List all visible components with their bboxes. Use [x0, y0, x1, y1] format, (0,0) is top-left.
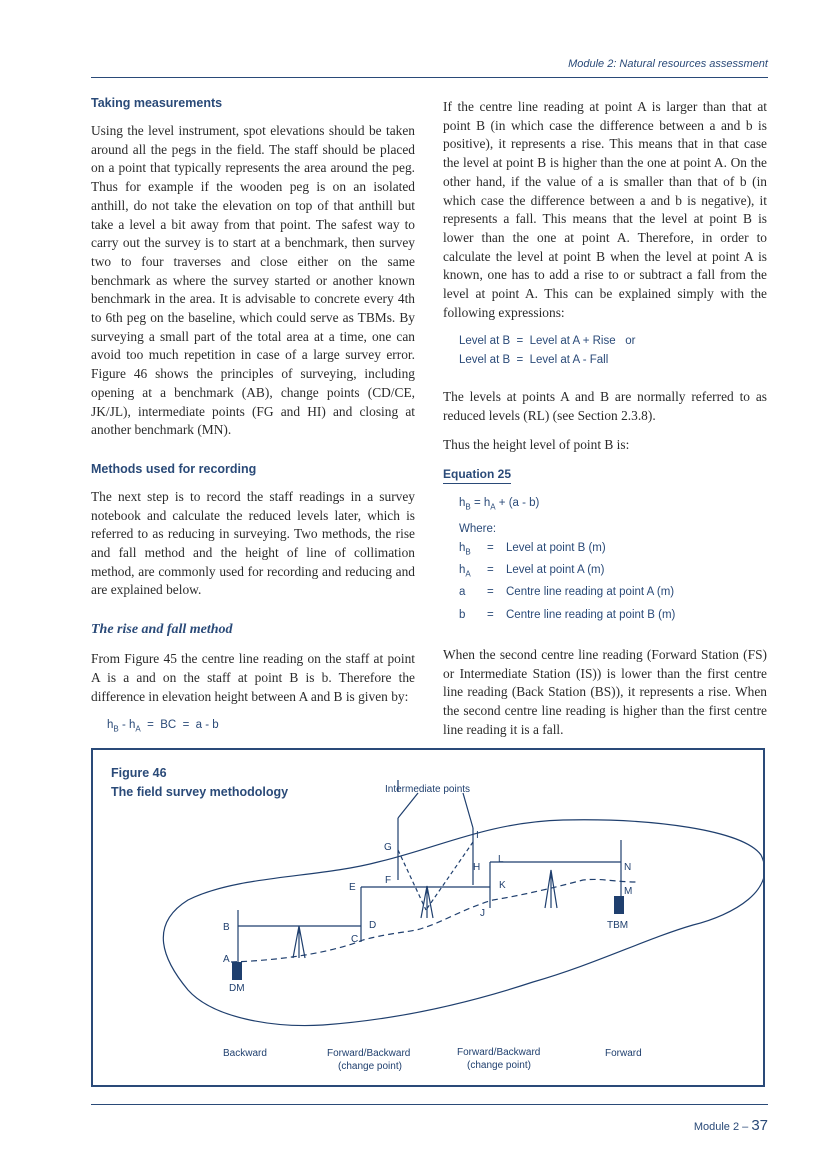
definition-description: Centre line reading at point B (m) — [506, 608, 676, 621]
forward-label: Forward — [605, 1048, 642, 1059]
label-g: G — [384, 842, 392, 853]
running-header: Module 2: Natural resources assessment — [568, 58, 768, 70]
label-j: J — [480, 908, 485, 919]
page-number: 37 — [751, 1117, 768, 1134]
fb2-line1: Forward/Backward — [457, 1047, 541, 1058]
right-column — [443, 98, 767, 750]
where-label: Where: — [459, 522, 497, 535]
definition-symbol: $h_B$ — [459, 541, 471, 557]
equation-title: Equation 25 — [443, 467, 511, 484]
bm-marker — [232, 962, 242, 980]
expression-fall: Level at B = Level at A - Fall — [459, 354, 609, 367]
fb1-line2: (change point) — [338, 1061, 402, 1072]
taking-measurements-heading: Taking measurements — [91, 96, 223, 110]
label-l: L — [498, 854, 504, 865]
definitions-list — [459, 539, 767, 628]
equation-25: $h_B = h_A + (a - b)$ — [459, 496, 540, 511]
methods-paragraph: The next step is to record the staff readings in a survey notebook and calculate the reduced levels later, which is referred to as reducing in surveying. Two methods, the rise and fall method and the height of line of collimation method, are commonly used for recording and reducing and are explained below. — [91, 488, 415, 598]
label-m: M — [624, 886, 633, 897]
header-rule — [91, 77, 768, 78]
figure-title: The field survey methodology — [111, 785, 289, 799]
expression-rise: Level at B = Level at A + Rise or — [459, 335, 636, 348]
equation-block — [443, 494, 767, 628]
dm-label: DM — [229, 983, 245, 994]
label-i: I — [476, 830, 479, 841]
footer-rule — [91, 1104, 768, 1105]
definition-symbol: b — [459, 608, 466, 621]
intermediate-label: Intermediate points — [385, 784, 471, 795]
label-a: A — [223, 954, 230, 965]
label-c: C — [351, 934, 359, 945]
label-k: K — [499, 880, 506, 891]
definition-description: Level at point A (m) — [506, 564, 605, 577]
figure-46 — [91, 748, 765, 1087]
definition-row — [459, 583, 767, 605]
backward-label: Backward — [223, 1048, 267, 1059]
definition-description: Centre line reading at point A (m) — [506, 586, 675, 599]
definition-equals: = — [487, 608, 494, 621]
definition-row — [459, 561, 767, 583]
definition-equals: = — [487, 586, 494, 599]
reduced-levels-paragraph: The levels at points A and B are normally referred to as reduced levels (RL) (see Section 2.3.8). — [443, 389, 767, 424]
fb2-line2: (change point) — [467, 1060, 531, 1071]
methods-heading: Methods used for recording — [91, 461, 257, 476]
survey-diagram — [93, 750, 763, 1085]
page-footer: Module 2 – 37 — [693, 1117, 768, 1134]
tbm-label: TBM — [607, 920, 629, 931]
level-expressions — [443, 332, 767, 370]
survey-area-boundary — [163, 820, 763, 1026]
taking-measurements-paragraph: Using the level instrument, spot elevations should be taken around all the pegs in the field. The staff should be placed on a point that typically represents the area around the peg. Thus for example if the wooden peg is on an isolated anthill, do not take the elevation on top of that anthill but take a level a bit away from that point. The safest way to carry out the survey is to start at a benchmark, then survey two to four traverses and close either on the same benchmark as where the survey started or another known benchmark in the area. It is advisable to concrete every 4th to 6th peg on the baseline, which could serve as TBMs. By surveying a small part of the total area at a time, one can avoid too much repetition in case of a large survey error. Figure 46 shows the principles of surveying, including opening at a benchmark (AB), change points (CD/CE, JK/JL), intermediate points (FG and HI) and closing at another benchmark (MN). — [91, 123, 415, 438]
label-f: F — [385, 875, 392, 886]
label-d: D — [369, 920, 377, 931]
label-e: E — [349, 882, 356, 893]
rise-explanation-paragraph: If the centre line reading at point A is larger than that at point B (in which case the difference between a and b is positive), it represents a rise. This means that in that case the level at point B is higher than the one at point A. On the other hand, if the value of a is smaller than that of b (in which case the difference between a and b is negative), it represents a fall. This means that the level at point B is lower than the one at point A. Therefore, in order to calculate the level at point B when the level at point A is known, one has to add a rise to or subtract a fall from the level at point A. This can be explained simply with the following expressions: — [443, 99, 767, 320]
definition-symbol: a — [459, 586, 466, 599]
definition-symbol: $h_A$ — [459, 564, 471, 579]
definition-row — [459, 606, 767, 628]
rise-fall-rule-paragraph: When the second centre line reading (Forward Station (FS) or Intermediate Station (IS)) is lower than the first centre line reading (Back Station (BS)), it represents a rise. When the second centre line reading is higher than the first centre line reading it is a fall. — [443, 647, 767, 737]
ground-line — [231, 879, 638, 962]
difference-formula: $h_B - h_A$ = BC = a - b — [107, 719, 219, 734]
definition-equals: = — [487, 564, 494, 577]
tbm-marker — [614, 896, 624, 914]
figure-number: Figure 46 — [111, 766, 167, 780]
fb1-line1: Forward/Backward — [327, 1048, 411, 1059]
label-b: B — [223, 922, 230, 933]
definition-equals: = — [487, 541, 494, 554]
left-column — [91, 96, 415, 739]
rise-fall-paragraph: From Figure 45 the centre line reading on the staff at point A is a and on the staff at point B is b. Therefore the difference in elevation height between A and B is given by: — [91, 651, 415, 704]
label-n: N — [624, 862, 632, 873]
rise-fall-heading: The rise and fall method — [91, 622, 233, 638]
label-h: H — [473, 862, 481, 873]
definition-description: Level at point B (m) — [506, 541, 606, 554]
height-level-paragraph: Thus the height level of point B is: — [443, 436, 630, 452]
definition-row — [459, 539, 767, 561]
